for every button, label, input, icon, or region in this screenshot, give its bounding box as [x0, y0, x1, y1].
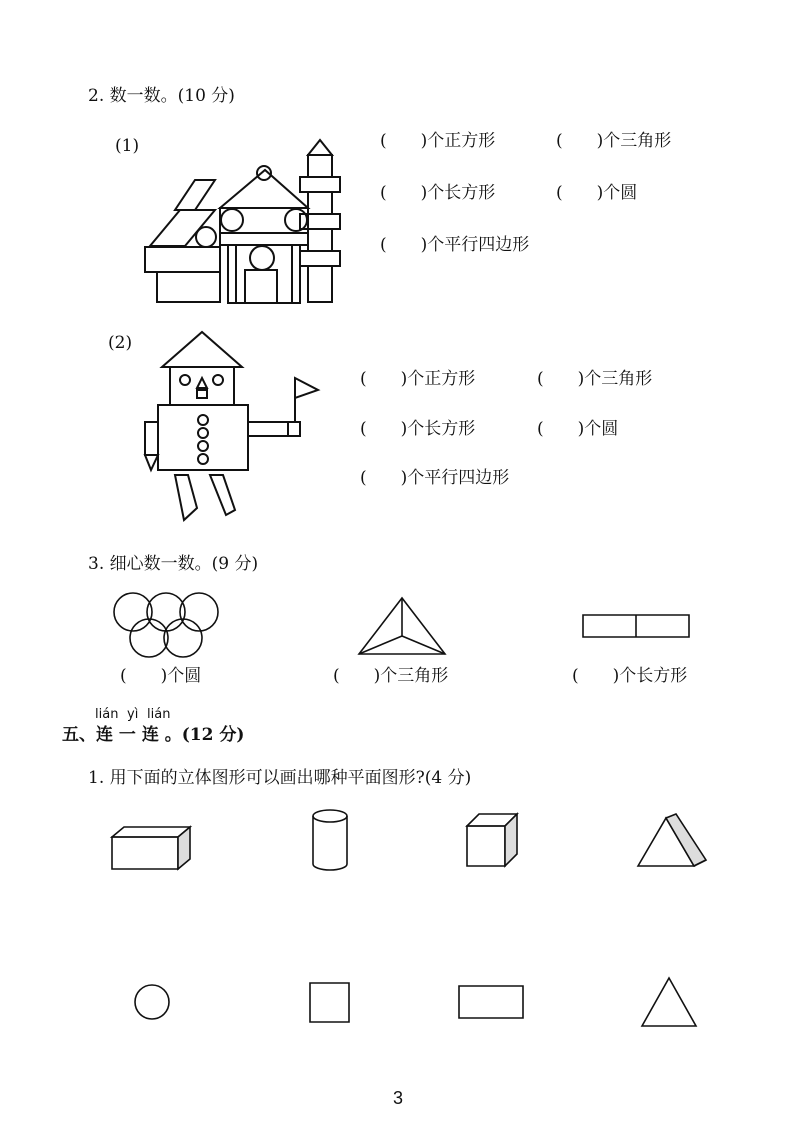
section5-pinyin-1: lián: [95, 707, 119, 722]
tower-seg7: [308, 266, 332, 302]
q3-answer-circles: ( )个圆: [120, 666, 202, 686]
tower-spire: [308, 140, 332, 155]
cube-icon: [465, 812, 519, 870]
robot-left-arm: [145, 422, 158, 455]
robot-button-1: [198, 415, 208, 425]
robot-flag-triangle: [295, 378, 318, 398]
castle-mid-rect: [220, 208, 308, 233]
split-rectangle-figure: [582, 614, 692, 640]
castle-mid-circle-left: [221, 209, 243, 231]
q2-part1-answer-circle: ( )个圆: [556, 183, 638, 203]
robot-button-3: [198, 441, 208, 451]
castle-roof-triangle: [220, 170, 308, 208]
castle-body-circle: [250, 246, 274, 270]
robot-button-2: [198, 428, 208, 438]
q2-part2-answer-circle: ( )个圆: [537, 419, 619, 439]
robot-right-arm: [248, 422, 288, 436]
section5-title: 五、连 一 连 。(12 分): [62, 725, 245, 745]
castle-parallelogram: [175, 180, 215, 210]
q3-title: 3. 细心数一数。(9 分): [88, 554, 259, 574]
castle-door: [245, 270, 277, 303]
olympic-circles-figure: [113, 592, 219, 662]
castle-figure: [140, 130, 350, 310]
castle-left-rect-bottom: [157, 272, 220, 302]
rectangle-icon: [458, 985, 526, 1021]
robot-nose-triangle: [197, 378, 207, 388]
tower-seg3: [308, 192, 332, 214]
section5-pinyin-3: lián: [147, 707, 171, 722]
q3-answer-rectangles: ( )个长方形: [572, 666, 688, 686]
q3-answer-triangles: ( )个三角形: [333, 666, 449, 686]
q2-part1-answer-rectangle: ( )个长方形: [380, 183, 496, 203]
circle-bottom-right: [164, 619, 202, 657]
q2-part2-answer-parallelogram: ( )个平行四边形: [360, 468, 510, 488]
castle-left-circle: [196, 227, 216, 247]
robot-mouth: [197, 390, 207, 398]
q2-part1-answer-square: ( )个正方形: [380, 131, 496, 151]
tower-seg1: [308, 155, 332, 177]
q2-part2-answer-triangle: ( )个三角形: [537, 369, 653, 389]
cylinder-icon: [310, 808, 350, 872]
tower-seg2: [300, 177, 340, 192]
robot-left-arm-tip: [145, 455, 158, 470]
robot-eye-right: [213, 375, 223, 385]
robot-left-leg: [175, 475, 197, 520]
cuboid-icon: [110, 825, 194, 873]
castle-mid-bar: [220, 233, 308, 245]
q2-title: 2. 数一数。(10 分): [88, 86, 235, 106]
q2-part2-answer-rectangle: ( )个长方形: [360, 419, 476, 439]
page-number: 3: [393, 1088, 404, 1108]
circle-bottom-left: [130, 619, 168, 657]
triangle-icon: [640, 975, 698, 1029]
section5-pinyin-2: yì: [127, 707, 139, 722]
robot-figure: [140, 330, 330, 525]
q2-part1-answer-triangle: ( )个三角形: [556, 131, 672, 151]
robot-eye-left: [180, 375, 190, 385]
triangular-prism-icon: [636, 812, 710, 870]
robot-right-leg: [210, 475, 235, 515]
q2-part2-answer-square: ( )个正方形: [360, 369, 476, 389]
q2-part1-label: (1): [115, 136, 140, 156]
q2-part2-label: (2): [108, 333, 133, 353]
robot-right-hand: [288, 422, 300, 436]
square-icon: [309, 982, 351, 1024]
robot-head: [170, 367, 234, 405]
tower-seg5: [308, 229, 332, 251]
castle-body: [228, 245, 300, 303]
castle-left-rect-top: [145, 247, 220, 272]
divided-triangle-figure: [357, 596, 447, 658]
q2-part1-answer-parallelogram: ( )个平行四边形: [380, 235, 530, 255]
robot-button-4: [198, 454, 208, 464]
tower-seg6: [300, 251, 340, 266]
robot-hat-triangle: [162, 332, 242, 367]
circle-icon: [133, 983, 171, 1021]
castle-mid-circle-right: [285, 209, 307, 231]
section5-q1-title: 1. 用下面的立体图形可以画出哪种平面图形?(4 分): [88, 768, 472, 788]
